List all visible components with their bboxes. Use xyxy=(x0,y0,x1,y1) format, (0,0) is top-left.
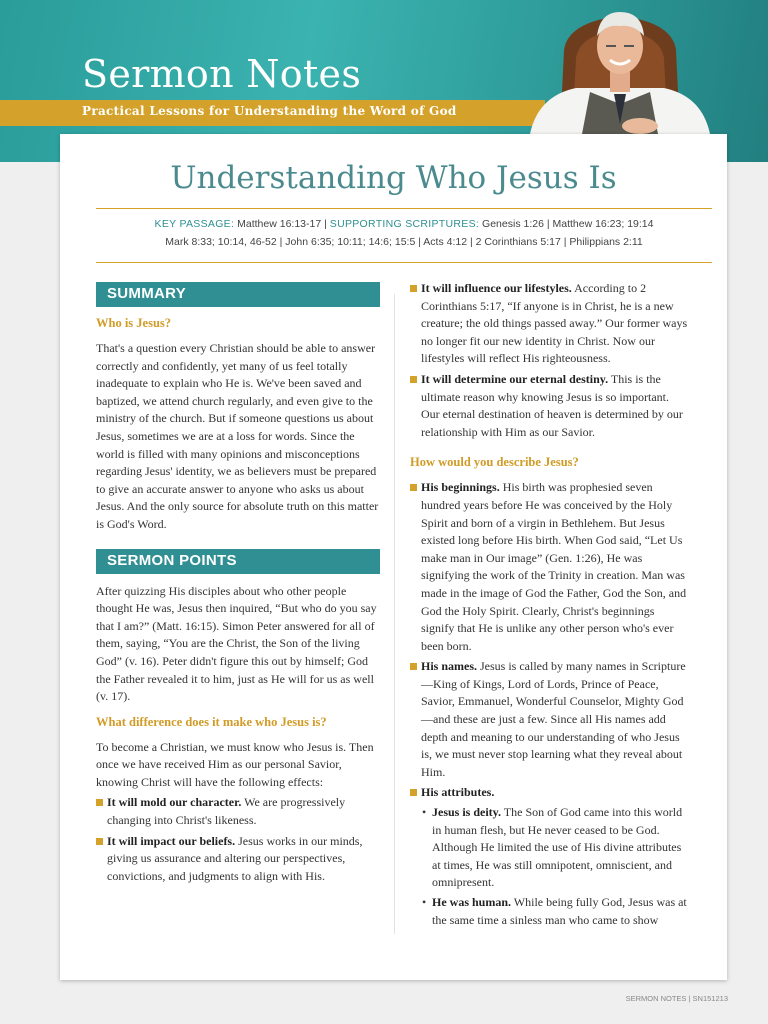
title-rule-top xyxy=(96,208,712,209)
effect-item: It will influence our lifestyles. According to 2 Corinthians 5:17, “If anyone is in Christ, he is a new creature; the old things passed away.” Our former ways no longer fit our new identity in Christ. Now our lifestyles will reflect His righteousness. xyxy=(410,280,690,368)
brand-title: Sermon Notes xyxy=(82,52,362,96)
effects-intro: To become a Christian, we must know who Jesus is. Then once we have received Him as our personal Savior, knowing Christ will have the following effects: xyxy=(96,739,374,789)
right-column xyxy=(410,280,690,929)
difference-question: What difference does it make who Jesus is? xyxy=(96,714,327,729)
attribute-item: • He was human. While being fully God, Jesus was at the same time a sinless man who came to show xyxy=(410,894,690,929)
pastor-portrait xyxy=(520,0,720,134)
passage-separator: | xyxy=(324,218,327,230)
passage-line-1 xyxy=(96,218,712,230)
effect-item: It will determine our eternal destiny. This is the ultimate reason why knowing Jesus is so important. Our eternal destination of heaven is determined by our relationship with Him as our Savior. xyxy=(410,371,690,441)
summary-question: Who is Jesus? xyxy=(96,316,172,330)
attribute-item: • Jesus is deity. The Son of God came into this world in human flesh, but He never ceased to be God. Although He limited the use of His divine attributes at times, He was still omnipotent, omniscient, and omnipresent. xyxy=(410,804,690,892)
describe-item: His names. Jesus is called by many names in Scripture—King of Kings, Lord of Lords, Prince of Peace, Savior, Emmanuel, Wonderful Counselor, Mighty God—and these are just a few. Since all His names add depth and meaning to our understanding of who Jesus is, we must never stop learning what they reveal about Him. xyxy=(410,658,690,781)
summary-body: That's a question every Christian should be able to answer correctly and confidently, yet many of us feel totally inadequate to explain who He is. We've been saved and baptized, we attend church regularly, and even give to the ministry of the church. But if someone questions us about Jesus, sometimes we are at a loss for words. Since the world is filled with many opinions and misconceptions regarding Jesus' identity, we as believers must be prepared to give an accurate answer to anyone who asks us about Jesus. And the only source for absolute truth on this matter is God's Word. xyxy=(96,341,379,531)
supporting-line-1: Genesis 1:26 | Matthew 16:23; 19:14 xyxy=(482,218,654,230)
sermon-points-intro: After quizzing His disciples about who other people thought He was, Jesus then inquired, “But who do you say that I am?” (Matt. 16:15). Simon Peter answered for all of them, saying, “You are the Christ, the Son of the living God” (v. 16). Peter didn't figure this out by himself; God the Father revealed it to him, just as He will for us as well (v. 17). xyxy=(96,583,377,704)
title-rule-bottom xyxy=(96,262,712,263)
supporting-label: SUPPORTING SCRIPTURES: xyxy=(329,218,480,230)
tagline-bar xyxy=(0,100,545,126)
effect-item: It will mold our character. We are progressively changing into Christ's likeness. xyxy=(96,794,380,829)
describe-question: How would you describe Jesus? xyxy=(410,455,579,470)
summary-heading: SUMMARY xyxy=(96,282,380,307)
footer-code: SERMON NOTES | SN151213 xyxy=(625,994,728,1003)
describe-item: His beginnings. His birth was prophesied seven hundred years before He was conceived by the Holy Spirit and born of a virgin in Bethlehem. But Jesus existed long before His birth. When God said, “Let Us make man in Our image” (Gen. 1:26), He was signifying the work of the Trinity in creation. Man was made in the image of God the Father, God the Son, and God the Holy Spirit. Clearly, Christ's beginnings signify that He is unlike any other person who's ever been born. xyxy=(410,479,690,655)
effect-item: It will impact our beliefs. Jesus works in our minds, giving us assurance and altering our perspectives, convictions, and judgments to align with His. xyxy=(96,833,380,886)
sermon-points-heading: SERMON POINTS xyxy=(96,549,380,574)
left-column xyxy=(96,282,380,885)
key-passage-label: KEY PASSAGE: xyxy=(154,218,235,230)
supporting-line-2: Mark 8:33; 10:14, 46-52 | John 6:35; 10:11; 14:6; 15:5 | Acts 4:12 | 2 Corinthians 5:17 | Philippians 2:11 xyxy=(165,236,643,248)
key-passage-value: Matthew 16:13-17 xyxy=(237,218,322,230)
page-title: Understanding Who Jesus Is xyxy=(170,160,617,196)
column-divider xyxy=(394,294,395,934)
tagline: Practical Lessons for Understanding the Word of God xyxy=(82,104,457,118)
describe-item: His attributes. xyxy=(410,784,690,802)
sermon-card xyxy=(60,134,727,980)
